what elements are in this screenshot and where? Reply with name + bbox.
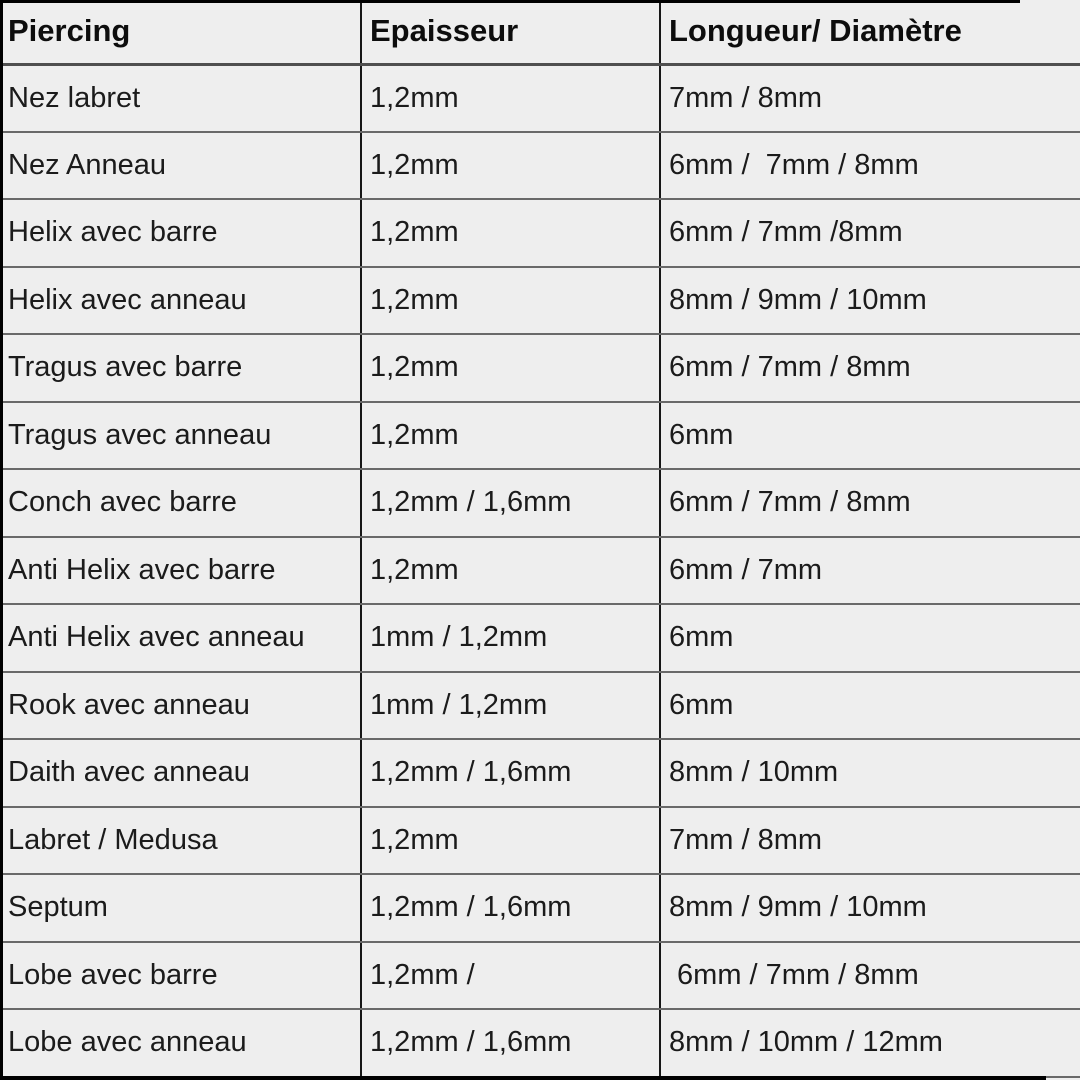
cell-epaisseur: 1mm / 1,2mm xyxy=(361,604,660,672)
cell-longueur-diametre: 6mm / 7mm xyxy=(660,537,1080,605)
table-row xyxy=(0,807,1080,875)
column-header-piercing: Piercing xyxy=(0,0,361,64)
column-header-epaisseur: Epaisseur xyxy=(361,0,660,64)
cell-piercing: Nez labret xyxy=(0,64,361,132)
header-row xyxy=(0,0,1080,64)
outer-border-left xyxy=(0,0,3,1080)
outer-border-bottom xyxy=(0,1076,1046,1080)
table-row xyxy=(0,604,1080,672)
cell-epaisseur: 1,2mm / 1,6mm xyxy=(361,739,660,807)
table-row xyxy=(0,199,1080,267)
cell-longueur-diametre: 7mm / 8mm xyxy=(660,64,1080,132)
cell-epaisseur: 1,2mm xyxy=(361,64,660,132)
cell-piercing: Lobe avec anneau xyxy=(0,1009,361,1077)
cell-piercing: Helix avec anneau xyxy=(0,267,361,335)
cell-longueur-diametre: 8mm / 10mm / 12mm xyxy=(660,1009,1080,1077)
cell-longueur-diametre: 8mm / 9mm / 10mm xyxy=(660,267,1080,335)
cell-piercing: Labret / Medusa xyxy=(0,807,361,875)
cell-longueur-diametre: 6mm / 7mm / 8mm xyxy=(660,132,1080,200)
column-header-longueur-diametre: Longueur/ Diamètre xyxy=(660,0,1080,64)
table-row xyxy=(0,132,1080,200)
table-row xyxy=(0,64,1080,132)
cell-longueur-diametre: 6mm / 7mm /8mm xyxy=(660,199,1080,267)
cell-longueur-diametre: 7mm / 8mm xyxy=(660,807,1080,875)
table-row xyxy=(0,672,1080,740)
cell-longueur-diametre: 8mm / 9mm / 10mm xyxy=(660,874,1080,942)
cell-piercing: Nez Anneau xyxy=(0,132,361,200)
cell-longueur-diametre: 6mm xyxy=(660,604,1080,672)
cell-piercing: Septum xyxy=(0,874,361,942)
cell-epaisseur: 1,2mm xyxy=(361,199,660,267)
cell-epaisseur: 1,2mm / 1,6mm xyxy=(361,1009,660,1077)
cell-piercing: Tragus avec anneau xyxy=(0,402,361,470)
cell-epaisseur: 1,2mm xyxy=(361,537,660,605)
cell-epaisseur: 1,2mm xyxy=(361,132,660,200)
table-row xyxy=(0,739,1080,807)
cell-longueur-diametre: 6mm / 7mm / 8mm xyxy=(660,942,1080,1010)
cell-piercing: Anti Helix avec barre xyxy=(0,537,361,605)
table-row xyxy=(0,1009,1080,1077)
cell-epaisseur: 1,2mm xyxy=(361,807,660,875)
cell-epaisseur: 1mm / 1,2mm xyxy=(361,672,660,740)
cell-longueur-diametre: 6mm / 7mm / 8mm xyxy=(660,334,1080,402)
cell-piercing: Anti Helix avec anneau xyxy=(0,604,361,672)
outer-border-top xyxy=(0,0,1020,3)
cell-epaisseur: 1,2mm / 1,6mm xyxy=(361,469,660,537)
cell-piercing: Helix avec barre xyxy=(0,199,361,267)
table-row xyxy=(0,537,1080,605)
cell-epaisseur: 1,2mm xyxy=(361,402,660,470)
cell-piercing: Daith avec anneau xyxy=(0,739,361,807)
table-row xyxy=(0,402,1080,470)
table-row xyxy=(0,469,1080,537)
table-row xyxy=(0,942,1080,1010)
cell-epaisseur: 1,2mm xyxy=(361,267,660,335)
table-row xyxy=(0,334,1080,402)
cell-epaisseur: 1,2mm / 1,6mm xyxy=(361,874,660,942)
table-row xyxy=(0,874,1080,942)
cell-epaisseur: 1,2mm xyxy=(361,334,660,402)
cell-longueur-diametre: 8mm / 10mm xyxy=(660,739,1080,807)
cell-longueur-diametre: 6mm / 7mm / 8mm xyxy=(660,469,1080,537)
cell-longueur-diametre: 6mm xyxy=(660,672,1080,740)
table-row xyxy=(0,267,1080,335)
cell-longueur-diametre: 6mm xyxy=(660,402,1080,470)
cell-epaisseur: 1,2mm / xyxy=(361,942,660,1010)
cell-piercing: Conch avec barre xyxy=(0,469,361,537)
cell-piercing: Rook avec anneau xyxy=(0,672,361,740)
cell-piercing: Tragus avec barre xyxy=(0,334,361,402)
cell-piercing: Lobe avec barre xyxy=(0,942,361,1010)
